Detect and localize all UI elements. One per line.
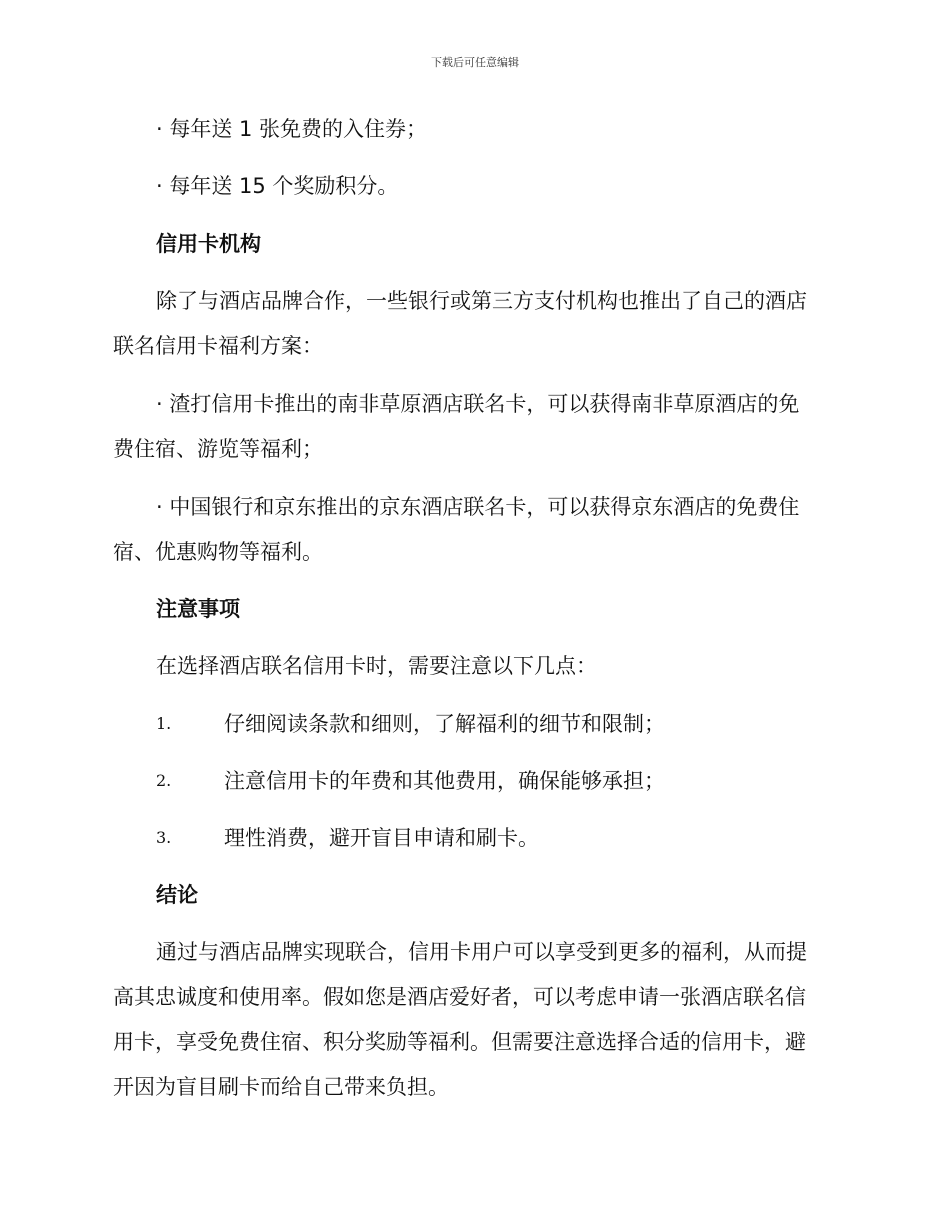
page-header: 下载后可任意编辑	[431, 56, 519, 69]
notes-intro: 在选择酒店联名信用卡时，需要注意以下几点：	[156, 654, 597, 678]
bullet-item-voucher: · 每年送 1 张免费的入住券；	[156, 117, 428, 141]
paragraph-line: 除了与酒店品牌合作，一些银行或第三方支付机构也推出了自己的酒店	[156, 289, 807, 313]
paragraph-line: 通过与酒店品牌实现联合，信用卡用户可以享受到更多的福利，从而提	[156, 940, 807, 964]
list-item-text: 注意信用卡的年费和其他费用，确保能够承担；	[224, 769, 665, 793]
section-title-card-org: 信用卡机构	[156, 232, 261, 256]
bullet-item-standard-chartered: · 渣打信用卡推出的南非草原酒店联名卡，可以获得南非草原酒店的免	[156, 392, 800, 416]
bullet-item-points: · 每年送 15 个奖励积分。	[156, 174, 399, 198]
paragraph-line: 联名信用卡福利方案：	[113, 334, 323, 358]
paragraph-line: 用卡，享受免费住宿、积分奖励等福利。但需要注意选择合适的信用卡，避	[113, 1030, 806, 1054]
list-item-number: 1.	[156, 714, 172, 733]
list-item-number: 2.	[156, 771, 172, 790]
paragraph-line: 高其忠诚度和使用率。假如您是酒店爱好者，可以考虑申请一张酒店联名信	[113, 985, 806, 1009]
section-title-notes: 注意事项	[156, 597, 240, 621]
paragraph-line: 开因为盲目刷卡而给自己带来负担。	[113, 1075, 449, 1099]
bullet-item-continuation: 宿、优惠购物等福利。	[113, 540, 323, 564]
bullet-item-bank-of-china: · 中国银行和京东推出的京东酒店联名卡，可以获得京东酒店的免费住	[156, 495, 800, 519]
list-item-text: 仔细阅读条款和细则，了解福利的细节和限制；	[224, 712, 665, 736]
list-item-text: 理性消费，避开盲目申请和刷卡。	[224, 826, 539, 850]
list-item-number: 3.	[156, 828, 172, 847]
bullet-item-continuation: 费住宿、游览等福利；	[113, 437, 323, 461]
section-title-conclusion: 结论	[156, 883, 198, 907]
